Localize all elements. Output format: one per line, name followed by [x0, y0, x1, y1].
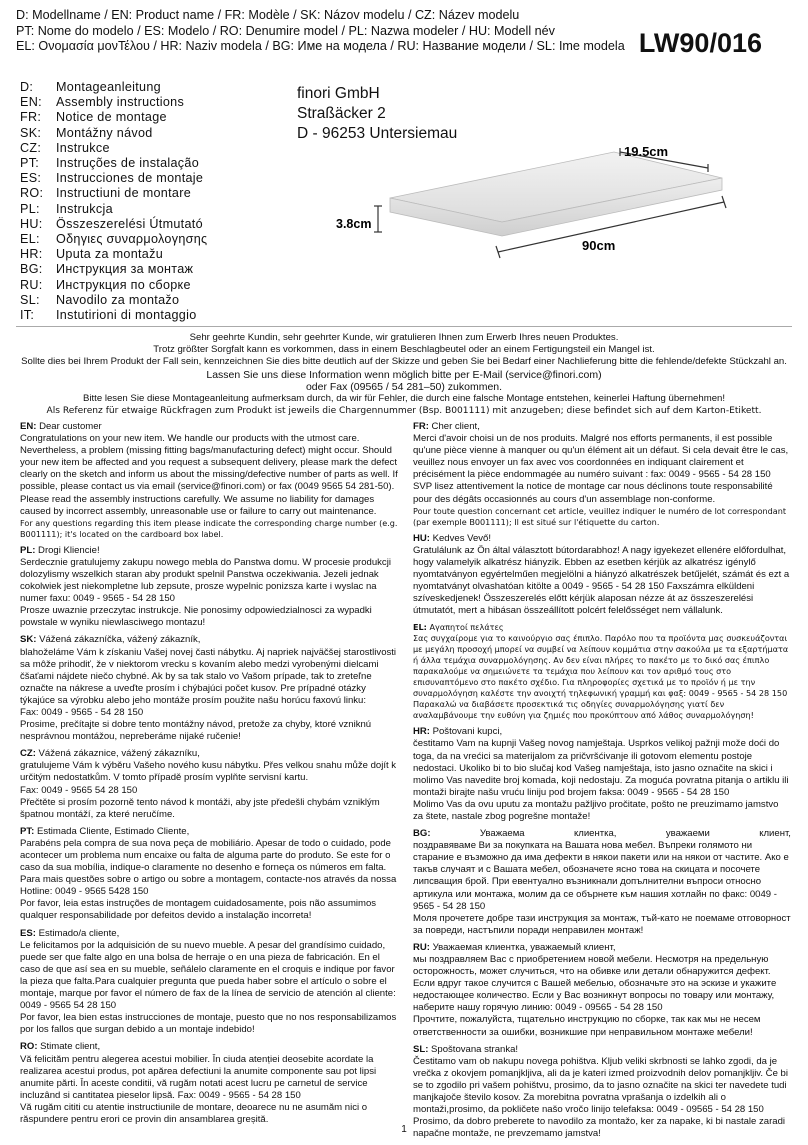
- section-body: Prosze uwaznie przeczytac instrukcje. Nie ponosimy odpowiedzialnosci za wypadki powstale w wyniku niewlasciwego montazu!: [20, 605, 372, 629]
- section-body: Congratulations on your new item. We handle our products with the utmost care. Nevertheless, a problem (missing fitting bags/manufacturing defect) might occur. Should your new item be affected and you request a subsequent delivery, please mark the defect clearly on the sketch and inform us about the missing/defective number of parts as well. If possible, please contact us via email (service@finori.com) or fax (0049 9565 54 281-50). Please read the assembly instructions carefully. We assume no liability for damages caused by incorrect assembly, unreasonable use or failure to carry out maintenance.: [20, 433, 398, 517]
- model-name-header: [16, 8, 636, 55]
- section-heading: EL:: [413, 622, 427, 633]
- lang-code: PL:: [20, 201, 40, 216]
- section-heading: EN:: [20, 421, 37, 432]
- section-body: čestitamo Vam na kupnji Vašeg novog namještaja. Usprkos velikoj pažnji može doći do toga, da na vrećici sa materijalom za pričvršćivanje ili gotovom elementu postoje nedostaci. Ukoliko bi to bio slučaj kod Vašeg namještaja, isto jasno označite na skici i molimo Vas navedite broj komada, koji nedostaju. Za moguća povratna pitanja o artiklu ili montaži birajte našu vruću liniju pod brojem faksa: 0049 - 9565 - 54 28 150: [413, 738, 789, 798]
- title-text: Instutirioni di montaggio: [56, 308, 197, 323]
- section-body: Čestitamo vam ob nakupu novega pohištva. Kljub veliki skrbnosti se lahko zgodi, da je vrečka z okovjem pomanjkljiva, ali da je kateri izmed proizvodnih delov pomanjkljiv. Če bi se to zgodilo pri vašem pohištvu, prosimo, da to jasno označite na skici ter navedete tudi manjkajoče število kosov. Za morebitna povratna vprašanja o izdelkih ali o montaži,prosimo, da pokličete našo vročo linijo telefaksa: 0049 - 09565 - 54 28 150: [413, 1055, 788, 1116]
- salutation: Estimada Cliente, Estimado Cliente,: [34, 825, 190, 837]
- intro-line: Bitte lesen Sie diese Montageanleitung aufmerksam durch, da wir für Fehler, die durch eine falsche Montage entstehen, keinerlei Haftung übernehmen!: [82, 393, 726, 405]
- salutation-word: клиентка,: [573, 828, 617, 840]
- title-row: [20, 126, 280, 141]
- lang-code: HR:: [20, 247, 43, 262]
- section-body: SVP lisez attentivement la notice de montage car nous déclinons toute responsabilité pour des dégâts occasionnés au cours d'un assemblage non-conforme.: [413, 481, 773, 505]
- intro-line: Sehr geehrte Kundin, sehr geehrter Kunde, wir gratulieren Ihnen zum Erwerb Ihres neuen Produktes.: [189, 332, 619, 343]
- lang-code: IT:: [20, 308, 35, 323]
- title-text: Инструкция за монтаж: [56, 262, 194, 277]
- company-name: finori GmbH: [297, 85, 380, 102]
- title-text: Instrukce: [56, 140, 110, 155]
- lang-code: EL:: [20, 232, 40, 247]
- lang-code: RU:: [20, 277, 43, 292]
- lang-code: SK:: [20, 125, 42, 140]
- section-body: Přečtěte si prosím pozorně tento návod k montáži, aby jste předešli chybám vzniklým špatnou montáží, za které neručíme.: [20, 796, 380, 820]
- title-row: [20, 262, 280, 277]
- lang-code: BG:: [20, 262, 43, 277]
- street: Straßäcker 2: [297, 105, 386, 122]
- salutation: Уважаемая клиентка, уважаемый клиент,: [429, 941, 616, 953]
- title-row: [20, 232, 280, 247]
- title-text: Instruções de instalação: [56, 156, 200, 171]
- salutation: Dear customer: [36, 421, 102, 432]
- title-row: [20, 217, 280, 232]
- intro-line: Sollte dies bei Ihrem Produkt der Fall sein, kennzeichnen Sie dies bitte deutlich auf der Skizze und geben Sie bei Bedarf einer Nachlieferung bitte die fehlende/defekte Stückzahl an.: [21, 356, 787, 368]
- company-address: [297, 84, 457, 144]
- section-cz: [20, 748, 398, 821]
- section-ro: [20, 1041, 398, 1126]
- title-row: [20, 202, 280, 217]
- section-body: Прочтите, пожалуйста, тщательно инструкцию по сборке, так как мы не несем ответственности за ошибки, возникшие при неправильном монтаже мебели!: [413, 1014, 761, 1038]
- section-body: Σας συγχαίρομε για το καινούργιο σας έπιπλο. Παρόλο που τα προϊόντα μας συσκευάζονται με μεγάλη προσοχή μπορεί να συμβεί να λείπουν κομμάτια στην σακούλα με τα εξαρτήματα ή άλλα τεμάχια συναρμολόγησης. Αν δεν είναι πλήρες το πακέτο με το δικό σας έπιπλο παρακαλούμε να σημειώνετε τα τεμάχια που λείπουν και τον αριθμό τους στο επισυναπτόμενο στο πακέτο σχέδιο. Για πληροφορίες σχετικά με το προϊόν ή με την συναρμολόγηση καλέστε την ανοιχτή τηλεφωνική γραμμή και φαξ: 0049 - 9565 - 54 28 150: [413, 633, 789, 699]
- right-column: [413, 421, 791, 1145]
- section-heading: SL:: [413, 1043, 429, 1055]
- section-heading: ES:: [20, 927, 36, 939]
- section-body: Моля прочетете добре тази инструкция за монтаж, тъй-като не поемаме отговорност за повреди, настъпили поради неправилен монтаж!: [413, 912, 791, 936]
- section-body: поздравяваме Ви за покупката на Вашата нова мебел. Въпреки голямото ни старание е възможно да има дефекти в някои пакети или на някои от частите. Ако е такъв случаят и с Вашата мебел, обозначете ясно това на скицата и посочете липсващия брой. При евентуално възникнали допълнителни въпроси относно артикула или монтажа, молим да се обърнете към нашия хотлайн по факс: 0049 - 9565 - 54 28 150: [413, 840, 789, 912]
- salutation: Vážená zákazníčka, vážený zákazník,: [36, 634, 201, 646]
- salutation: Spoštovana stranka!: [428, 1043, 519, 1055]
- section-heading: RU:: [413, 941, 430, 953]
- lang-code: ES:: [20, 171, 42, 186]
- title-row: [20, 80, 280, 95]
- section-heading: SK:: [20, 634, 37, 646]
- section-fr: [413, 421, 791, 528]
- section-body: Prosime, prečítajte si dobre tento montážny návod, pretože za chyby, ktoré vzniknú nesprávnou montážou, nepreberáme nijaké ručenie!: [20, 719, 372, 743]
- fax-number: Fax: 0049 - 9565 - 54 28 150: [20, 706, 144, 718]
- section-body: Serdecznie gratulujemy zakupu nowego mebla do Panstwa domu. W procesie produkcji dolozylismy wszelkich staran aby produkt spelnil Panstwa oczekiwania. Jezeli jednak cokolwiek jest niekompletne lub zepsute, prosze wypelnic ponizsza karte i wyslac na numer faxu: 0049 - 9565 - 54 28 150: [20, 556, 391, 605]
- salutation: Kedves Vevő!: [429, 532, 492, 544]
- salutation: Cher client,: [428, 421, 480, 432]
- lang-code: PT:: [20, 156, 40, 171]
- section-en: [20, 421, 398, 540]
- dim-width: 90cm: [582, 238, 616, 253]
- shelf-drawing: [330, 140, 780, 275]
- title-text: Instructiuni de montare: [56, 186, 192, 201]
- section-bg: [413, 828, 791, 937]
- section-body: Vă rugăm cititi cu atentie instructiunile de montare, deoarece nu ne asumăm nici o răspundere pentru erori ce provin din ansamblarea greșită.: [20, 1101, 368, 1125]
- section-heading: PL:: [20, 544, 36, 556]
- title-row: [20, 141, 280, 156]
- section-heading: FR:: [413, 421, 429, 432]
- title-row: [20, 308, 280, 323]
- left-column: [20, 421, 398, 1131]
- section-body: blahoželáme Vám k získaniu Vašej novej časti nábytku. Aj napriek najväčšej starostlivosti sa môže prihodiť, že v niektorom vrecku s kovaním alebo medzi vyrobenými dielcami čšaťami nájdete niečo chybné. Ak by sa tak stalo vo Vašom prípade, tak to zreteľne označte na nákrese a uveďte prosím i chýbajúci počet kusov. Pre prípadné otázky týkajúce sa výrobku alebo jeho montáže prosím použite našu horúcu faxovú linku:: [20, 646, 397, 706]
- section-body: Vă felicităm pentru alegerea acestui mobilier. În ciuda atenției deosebite acordate la realizarea acestui produs, pot apărea defectiuni la anumite componente sau pot lipsi anumite părti. În aceste conditii, vă rugăm notati acest lucru pe carnetul de service incluzând si cantitatea pieselor lipsă. Fax: 0049 - 9565 - 54 28 150: [20, 1053, 377, 1101]
- salutation: Stimate client,: [37, 1041, 101, 1053]
- title-row: [20, 171, 280, 186]
- title-text: Uputa za montažu: [56, 247, 164, 262]
- section-heading: RO:: [20, 1041, 38, 1053]
- intro-line: oder Fax (09565 / 54 281–50) zukommen.: [305, 380, 503, 393]
- intro-line: Als Referenz für etwaige Rückfragen zum Produkt ist jeweils die Chargennummer (Bsp. B001111) mit anzugeben; diese befindet sich auf dem Karton-Etikett.: [46, 406, 762, 417]
- section-ru: [413, 942, 791, 1039]
- section-body: Prosimo, da dobro preberete to navodilo za montažo, ker za napake, ki bi nastale zaradi napačne montaže, ne prevzemamo jamstva!: [413, 1116, 786, 1140]
- section-pl: [20, 545, 398, 630]
- title-text: Összeszerelési Útmutató: [56, 216, 203, 231]
- title-row: [20, 95, 280, 110]
- section-hu: [413, 533, 791, 618]
- divider: [16, 326, 792, 327]
- intro-line: Trotz größter Sorgfalt kann es vorkommen, dass in einem Beschlagbeutel oder an einem Fertigungsteil ein Mangel ist.: [153, 344, 655, 356]
- intro-line: Lassen Sie uns diese Information wenn möglich bitte per E-Mail (service@finori.com): [206, 368, 602, 381]
- title-text: Notice de montage: [56, 110, 167, 125]
- lang-code: EN:: [20, 95, 42, 110]
- instruction-titles: [20, 80, 280, 323]
- section-body: Merci d'avoir choisi un de nos produits. Malgré nos efforts permanents, il est possible qu'une pièce vienne à manquer ou qu'un élément ait un défaut. Si cela devait être le cas, veuillez nous envoyer un fax avec vos coordonnées en indiquant clairement et précisément la pièce endommagée au numéro suivant : fax: 0049 - 9565 - 54 28 150: [413, 433, 789, 481]
- title-row: [20, 156, 280, 171]
- fax-number: Fax: 0049 - 9565 54 28 150: [20, 784, 138, 796]
- title-text: Navodilo za montažo: [56, 292, 180, 307]
- lang-code: SL:: [20, 292, 40, 307]
- section-note: For any questions regarding this item please indicate the corresponding charge number (e.g. B001111); it's located on the cardboard box label.: [20, 517, 398, 539]
- section-note: Pour toute question concernant cet article, veuillez indiquer le numéro de lot correspondant (par exemple B001111); Il est situé sur l'étiquette du carton.: [413, 505, 787, 527]
- salutation-word: уважаеми: [665, 828, 710, 840]
- salutation-word: клиент,: [759, 828, 791, 840]
- title-text: Инструкция по сборке: [56, 277, 191, 292]
- title-row: [20, 110, 280, 125]
- page-number: 1: [401, 1124, 407, 1135]
- section-body: Παρακαλώ να διαβάσετε προσεκτικά τις οδηγίες συναρμολόγησης γιατί δεν αναλαμβάνουμε την ευθύνη για ζημιές που προκύπτουν από λάθος συναρμολόγηση!: [413, 699, 754, 721]
- lang-code: CZ:: [20, 140, 42, 155]
- lang-code: RO:: [20, 186, 44, 201]
- title-text: Montážny návod: [56, 125, 153, 140]
- section-heading: HU:: [413, 532, 430, 544]
- intro-german: [20, 332, 788, 417]
- section-body: мы поздравляем Вас с приобретением новой мебели. Несмотря на предельную осторожность, может случиться, что на обивке или детали обнаружится дефект. Если вдруг такое случится с Вашей мебелью, обозначьте это на эскизе и укажите недостающее количество. Если у Вас возникнут вопросы по товару или монтажу, наберите нашу горячую линию: 0049 - 09565 - 54 28 150: [413, 954, 777, 1014]
- city: D - 96253 Untersiemau: [297, 125, 458, 142]
- title-text: Assembly instructions: [56, 95, 185, 110]
- dim-depth: 19.5cm: [624, 144, 669, 159]
- section-heading: CZ:: [20, 748, 36, 760]
- model-number: LW90/016: [638, 28, 762, 58]
- title-text: Οδηγιες συναρμολογησης: [56, 232, 208, 247]
- lang-code: HU:: [20, 216, 43, 231]
- section-heading: PT:: [20, 825, 35, 837]
- lang-code: D:: [20, 80, 34, 94]
- section-pt: [20, 826, 398, 923]
- section-body: gratulujeme Vám k výběru Vašeho nového kusu nábytku. Přes velkou snahu může dojít k určitým nedostatkům. V tomto případě prosím vyplňte servisní kartu.: [20, 760, 397, 784]
- salutation: Poštovani kupci,: [429, 726, 503, 738]
- title-row: [20, 293, 280, 308]
- dim-height: 3.8cm: [336, 217, 372, 231]
- salutation-word: Уважаема: [479, 828, 525, 840]
- section-el: [413, 622, 791, 721]
- title-text: Montageanleitung: [56, 80, 161, 94]
- title-row: [20, 278, 280, 293]
- section-body: Le felicitamos por la adquisición de su nuevo mueble. A pesar del grandísimo cuidado, puede ser que falte algo en una bolsa de herraje o en una pieza de fabricación. En el caso de que así sea en su mueble, señálelo claramente en el croquis e indique por favor la pieza que falta.Para cualquier pregunta que pueda haber sobre el artículo o sobre el montaje, marque por favor el número de fax de la línea de servicio de atención al cliente: 0049 - 9565 54 28 150: [20, 939, 396, 1012]
- section-es: [20, 928, 398, 1037]
- header-line: PT: Nome do modelo / ES: Modelo / RO: Denumire model / PL: Nazwa modeler / HU: Modell név: [16, 23, 555, 38]
- header-line: EL: Ονομασία μονΤέλου / HR: Naziv modela / BG: Име на модела / RU: Название модели / SL: Ime modela: [16, 39, 625, 53]
- section-body: Parabéns pela compra de sua nova peça de mobiliário. Apesar de todo o cuidado, pode acontecer um problema num encaixe ou falta de alguma parte do produto. Se este for o caso da sua mobília, indique-o claramente no desenho e forneça os números em falta. Para mais questões sobre o artigo ou sobre a montagem, contacte-nos através da nossa Hotline: 0049 - 9565 5428 150: [20, 837, 397, 898]
- title-text: Instrukcja: [56, 201, 113, 216]
- lang-code: FR:: [20, 110, 42, 125]
- title-text: Instrucciones de montaje: [56, 171, 204, 186]
- title-row: [20, 186, 280, 201]
- header-line: D: Modellname / EN: Product name / FR: Modèle / SK: Názov modelu / CZ: Název modelu: [16, 8, 520, 22]
- salutation: Αγαπητοί πελάτες: [426, 622, 504, 633]
- salutation: Drogi Kliencie!: [35, 544, 100, 556]
- section-body: Molimo Vas da ovu uputu za montažu pažljivo pročitate, pošto ne preuzimamo jamstvo za štete, nastale zbog pogrešne montaže!: [413, 798, 779, 822]
- salutation: Estimado/a cliente,: [35, 927, 120, 939]
- salutation: Vážená zákaznice, vážený zákazníku,: [35, 748, 200, 760]
- section-body: Por favor, lea bien estas instrucciones de montaje, puesto que no nos responsabilizamos por los fallos que surgan debido a un montaje indebido!: [20, 1012, 397, 1036]
- title-row: [20, 247, 280, 262]
- section-body: Gratulálunk az Ön által választott bútordarabhoz! A nagy igyekezet ellenére előfordulhat, hogy valamelyik alkatrész hiányzik. Ebben az esetben kérjük az alkatrész igénylő nyomtatványon egyértelműen megjelölni a hiányzó alkatrészek betűjelét, számát és ezt a nyomtatványt olvashatóan kitölte a 0049 - 9565 - 54 28 150 Faxszámra elküldeni szíveskedjenek! Összeszerelés előtt kérjük alaposan nézze át az összeszerelési útmutatót, mert a hibásan összeállított polcért felelősséget nem vállalunk.: [413, 544, 790, 617]
- section-sk: [20, 634, 398, 743]
- section-heading: HR:: [413, 726, 430, 738]
- section-body: Por favor, leia estas instruções de montagem cuidadosamente, pois não assumimos qualquer responsabilidade por defeitos devido a instalação incorreta!: [20, 898, 377, 922]
- section-hr: [413, 726, 791, 823]
- section-heading: BG:: [413, 828, 431, 840]
